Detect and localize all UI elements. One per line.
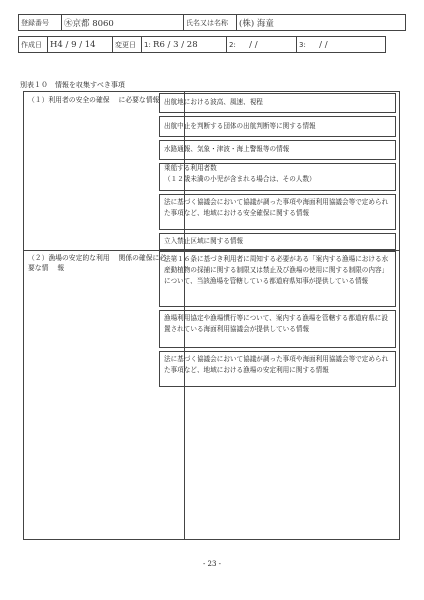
item-9-text: 法に基づく協議会において協議が調った事項や海面利用協議会等で定められた事項など、地域における漁場の安定利用に関する情報 (164, 355, 389, 374)
changed-label: 変更日 (113, 37, 142, 53)
item-3-text: 水路通報、気象・津波・海上警報等の情報 (164, 145, 290, 153)
created-value: H4 / 9 / 14 (48, 37, 113, 53)
category-2-label: （２）漁場の安定的な利用 関係の確保に必要な情 報 (28, 254, 167, 272)
change-1-cell (142, 37, 227, 53)
header-row-2 (18, 36, 386, 53)
item-4-text: 乗船する利用者数 （１２歳未満の小児が含まれる場合は、その人数） (164, 164, 316, 183)
created-label: 作成日 (19, 37, 48, 53)
item-7-text: 法第１６条に基づき利用者に周知する必要がある「案内する漁場における水産動植物の採捕に関する制限又は禁止及び漁場の使用に関する制限の内容」について、当該漁場を管轄している都道府県知事が提供している情報 (164, 255, 389, 285)
reg-no-label: 登録番号 (19, 15, 62, 31)
item-8-text: 漁場利用協定や漁場慣行等について、案内する漁場を管轄する都道府県に設置されている海面利用協議会が提供している情報 (164, 314, 388, 333)
name-value: (株) 海童 (237, 15, 406, 31)
change-1-value: R6 / 3 / 28 (153, 39, 198, 50)
item-5-text: 法に基づく協議会において協議が調った事項や海面利用協議会等で定められた事項など、地域における安全確保に関する情報 (164, 198, 389, 217)
change-2-value: / / (249, 39, 258, 50)
category-1-label: （１）利用者の安全の確保 に必要な情報 (28, 96, 160, 104)
page-number: - 23 - (202, 560, 222, 568)
header-row-1 (18, 14, 406, 31)
reg-no-value: ㊍京都 8060 (62, 15, 184, 31)
name-label: 氏名又は名称 (184, 15, 237, 31)
item-1-text: 出航地における波高、風速、視程 (164, 98, 263, 106)
change-1-label: 1: (144, 40, 151, 49)
item-6-text: 立入禁止区域に関する情報 (164, 237, 244, 245)
change-2-cell (227, 37, 297, 53)
item-2-text: 出航中止を判断する団体の出航判断等に関する情報 (164, 122, 316, 130)
change-3-value: / / (319, 39, 328, 50)
change-3-cell (297, 37, 386, 53)
change-2-label: 2: (229, 40, 236, 49)
section-title: 別表１０ 情報を収集すべき事項 (20, 81, 125, 89)
change-3-label: 3: (299, 40, 306, 49)
